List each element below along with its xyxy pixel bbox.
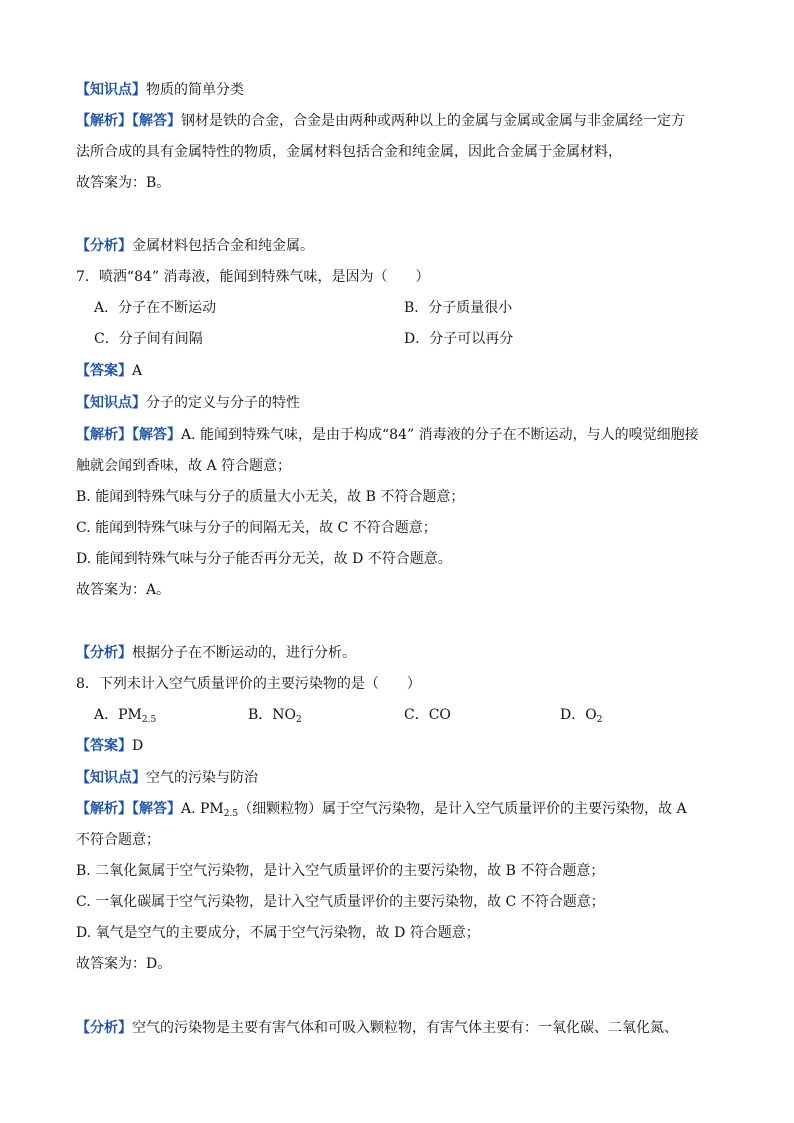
analysis-line — [76, 1018, 678, 1038]
solution-text: 不符合题意； — [76, 832, 160, 848]
solution-option-d: D. 能闻到特殊气味与分子能否再分无关，故 D 不符合题意。 — [76, 551, 452, 567]
solution-option-b: B. 二氧化氮属于空气污染物，是计入空气质量评价的主要污染物，故 B 不符合题意； — [76, 863, 605, 879]
question-7-option-a: A．分子在不断运动 — [94, 300, 217, 316]
question-8-option-c: C．CO — [404, 707, 451, 723]
knowledge-point-text: 物质的简单分类 — [146, 82, 244, 98]
analysis-line — [76, 236, 314, 256]
analysis-text: 金属材料包括合金和纯金属。 — [132, 238, 314, 254]
analysis-label-tag: 【分析】 — [76, 238, 132, 254]
solution-tag: 【解答】 — [132, 801, 181, 817]
answer-tag: 【答案】 — [76, 738, 132, 754]
knowledge-point-text: 分子的定义与分子的特性 — [146, 395, 300, 411]
option-a-subscript: 2.5 — [141, 715, 157, 725]
solution-tag: 【解答】 — [132, 427, 181, 443]
option-b-text: B．NO — [248, 707, 297, 723]
question-8-option-b — [248, 705, 302, 725]
answer-text: A — [132, 363, 143, 379]
answer-line — [76, 736, 143, 756]
solution-option-b: B. 能闻到特殊气味与分子的质量大小无关，故 B 不符合题意； — [76, 489, 465, 505]
option-d-subscript: 2 — [596, 715, 603, 725]
solution-text: 触就会闻到香味，故 A 符合题意； — [76, 458, 292, 474]
solution-line — [76, 799, 687, 819]
knowledge-point-line — [76, 80, 244, 100]
solution-subscript: 2.5 — [223, 809, 239, 819]
solution-option-d: D. 氧气是空气的主要成分，不属于空气污染物，故 D 符合题意； — [76, 925, 480, 941]
question-8-option-a — [94, 705, 156, 725]
option-d-text: D．O — [560, 707, 597, 723]
analysis-text: 空气的污染物是主要有害气体和可吸入颗粒物，有害气体主要有：一氧化碳、二氧化氮、 — [132, 1020, 678, 1036]
analysis-line — [76, 643, 356, 663]
question-7-stem: 7．喷洒“84” 消毒液，能闻到特殊气味，是因为（ ） — [76, 269, 430, 285]
final-answer: 故答案为：D。 — [76, 956, 172, 972]
solution-line — [76, 425, 699, 445]
question-8-stem: 8．下列未计入空气质量评价的主要污染物的是（ ） — [76, 676, 421, 692]
answer-text: D — [132, 738, 144, 754]
knowledge-point-text: 空气的污染与防治 — [146, 770, 258, 786]
question-8-option-d — [560, 705, 602, 725]
knowledge-point-tag: 【知识点】 — [76, 770, 146, 786]
final-answer: 故答案为：B。 — [76, 175, 171, 191]
analysis-tag: 【解析】 — [76, 801, 132, 817]
analysis-tag: 【解析】 — [76, 113, 132, 129]
solution-option-c: C. 一氧化碳属于空气污染物，是计入空气质量评价的主要污染物，故 C 不符合题意； — [76, 894, 605, 910]
answer-tag: 【答案】 — [76, 363, 132, 379]
solution-option-c: C. 能闻到特殊气味与分子的间隔无关，故 C 不符合题意； — [76, 520, 437, 536]
knowledge-point-line — [76, 768, 258, 788]
solution-tag: 【解答】 — [132, 113, 181, 129]
option-a-text: A．PM — [94, 707, 142, 723]
knowledge-point-tag: 【知识点】 — [76, 82, 146, 98]
analysis-tag: 【解析】 — [76, 427, 132, 443]
solution-text: 钢材是铁的合金，合金是由两种或两种以上的金属与金属或金属与非金属经一定方 — [181, 113, 685, 129]
question-7-option-c: C．分子间有间隔 — [94, 331, 203, 347]
solution-text: A. 能闻到特殊气味，是由于构成“84” 消毒液的分子在不断运动，与人的嗅觉细胞接 — [181, 427, 699, 443]
analysis-label-tag: 【分析】 — [76, 1020, 132, 1036]
knowledge-point-line — [76, 393, 300, 413]
question-7-option-d: D．分子可以再分 — [404, 331, 514, 347]
final-answer: 故答案为：A。 — [76, 582, 171, 598]
answer-line — [76, 361, 142, 381]
question-7-option-b: B．分子质量很小 — [404, 300, 513, 316]
solution-text-cont: （细颗粒物）属于空气污染物，是计入空气质量评价的主要污染物，故 A — [238, 801, 687, 817]
analysis-text: 根据分子在不断运动的，进行分析。 — [132, 645, 356, 661]
solution-line — [76, 111, 685, 131]
option-b-subscript: 2 — [296, 715, 302, 725]
analysis-label-tag: 【分析】 — [76, 645, 132, 661]
solution-text: 法所合成的具有金属特性的物质，金属材料包括合金和纯金属，因此合金属于金属材料， — [76, 144, 622, 160]
knowledge-point-tag: 【知识点】 — [76, 395, 146, 411]
solution-text: A. PM — [181, 801, 224, 817]
